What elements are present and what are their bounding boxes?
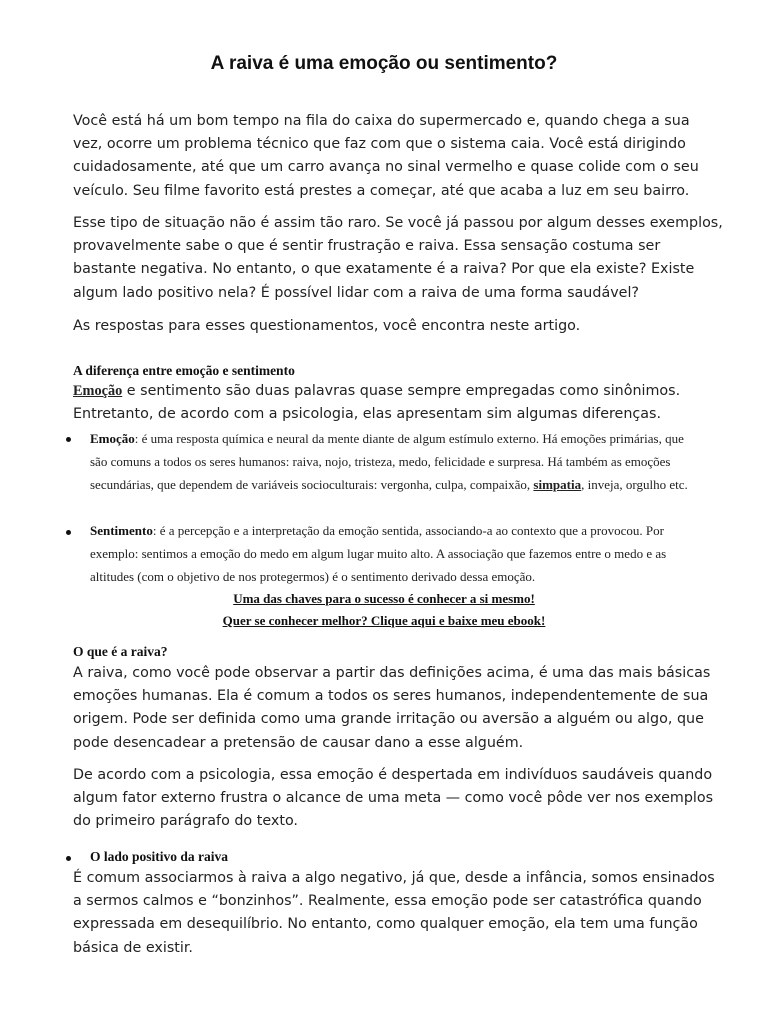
bullet-sentimento-text: : é a percepção e a interpretação da emoção sentida, associando-a ao contexto que a provocou. Por exemplo: sentimos a emoção do medo em algum lugar muito alto. A associação que fazemos entre o medo e as altitudes (com o objetivo de nos protegermos) é o sentimento derivado dessa emoção. <box>90 523 667 584</box>
section-heading-positive-side: O lado positivo da raiva <box>90 849 229 864</box>
bullet-icon <box>66 856 71 861</box>
intro-paragraph-2: Esse tipo de situação não é assim tão raro. Se você já passou por algum desses exemplos, provavelmente sabe o que é sentir frustração e raiva. Essa sensação costuma ser bastante negativa. No entanto, o que exatamente é a raiva? Por que ela existe? Existe algum lado positivo nela? É possível lidar com a raiva de uma forma saudável? <box>73 215 723 301</box>
difference-paragraph <box>73 380 723 426</box>
bullet-sentimento <box>90 519 700 588</box>
bullet-emocao <box>90 427 700 496</box>
bullet-emocao-text-end: , inveja, orgulho etc. <box>581 477 688 492</box>
bullet-icon <box>66 437 71 442</box>
intro-paragraph-1: Você está há um bom tempo na fila do caixa do supermercado e, quando chega a sua vez, ocorre um problema técnico que faz com que o sistema caia. Você está dirigindo cuidadosamente, até que um carro avança no sinal vermelho e quase colide com o seu veículo. Seu filme favorito está prestes a começar, até que acaba a luz em seu bairro. <box>73 113 699 199</box>
section-heading-difference: A diferença entre emoção e sentimento <box>73 363 295 378</box>
bullet-term-emocao: Emoção <box>90 431 135 446</box>
bullet-term-sentimento: Sentimento <box>90 523 153 538</box>
intro-paragraph-3: As respostas para esses questionamentos, você encontra neste artigo. <box>73 318 581 334</box>
positive-side-paragraph: É comum associarmos à raiva a algo negativo, já que, desde a infância, somos ensinados a sermos calmos e “bonzinhos”. Realmente, essa emoção pode ser catastrófica quando expressada em desequilíbrio. No entanto, como qualquer emoção, ela tem uma função básica de existir. <box>73 870 715 956</box>
bullet-icon <box>66 530 71 535</box>
bullet-emocao-text: : é uma resposta química e neural da mente diante de algum estímulo externo. Há emoções primárias, que são comuns a todos os seres humanos: raiva, nojo, tristeza, medo, felicidade e surpresa. Há também as emoções secundárias, que dependem de variáveis socioculturais: vergonha, culpa, compaixão, <box>90 431 684 492</box>
emocao-link[interactable]: Emoção <box>73 383 123 399</box>
anger-psychology-paragraph: De acordo com a psicologia, essa emoção é despertada em indivíduos saudáveis quando algum fator externo frustra o alcance de uma meta — como você pôde ver nos exemplos do primeiro parágrafo do texto. <box>73 767 714 830</box>
cta-line-1[interactable]: Uma das chaves para o sucesso é conhecer a si mesmo! <box>233 591 535 606</box>
anger-definition-paragraph: A raiva, como você pode observar a partir das definições acima, é uma das mais básicas emoções humanas. Ela é comum a todos os seres humanos, independentemente de sua origem. Pode ser definida como uma grande irritação ou aversão a alguém ou algo, que pode desencadear a pretensão de causar dano a esse alguém. <box>73 665 711 751</box>
difference-paragraph-text: e sentimento são duas palavras quase sempre empregadas como sinônimos. Entretanto, de acordo com a psicologia, elas apresentam sim algumas diferenças. <box>73 383 681 423</box>
simpatia-link[interactable]: simpatia <box>533 477 582 492</box>
section-heading-what-is-anger: O que é a raiva? <box>73 644 168 659</box>
cta-ebook-link[interactable]: Quer se conhecer melhor? Clique aqui e baixe meu ebook! <box>222 613 546 628</box>
page-title: A raiva é uma emoção ou sentimento? <box>210 53 558 74</box>
